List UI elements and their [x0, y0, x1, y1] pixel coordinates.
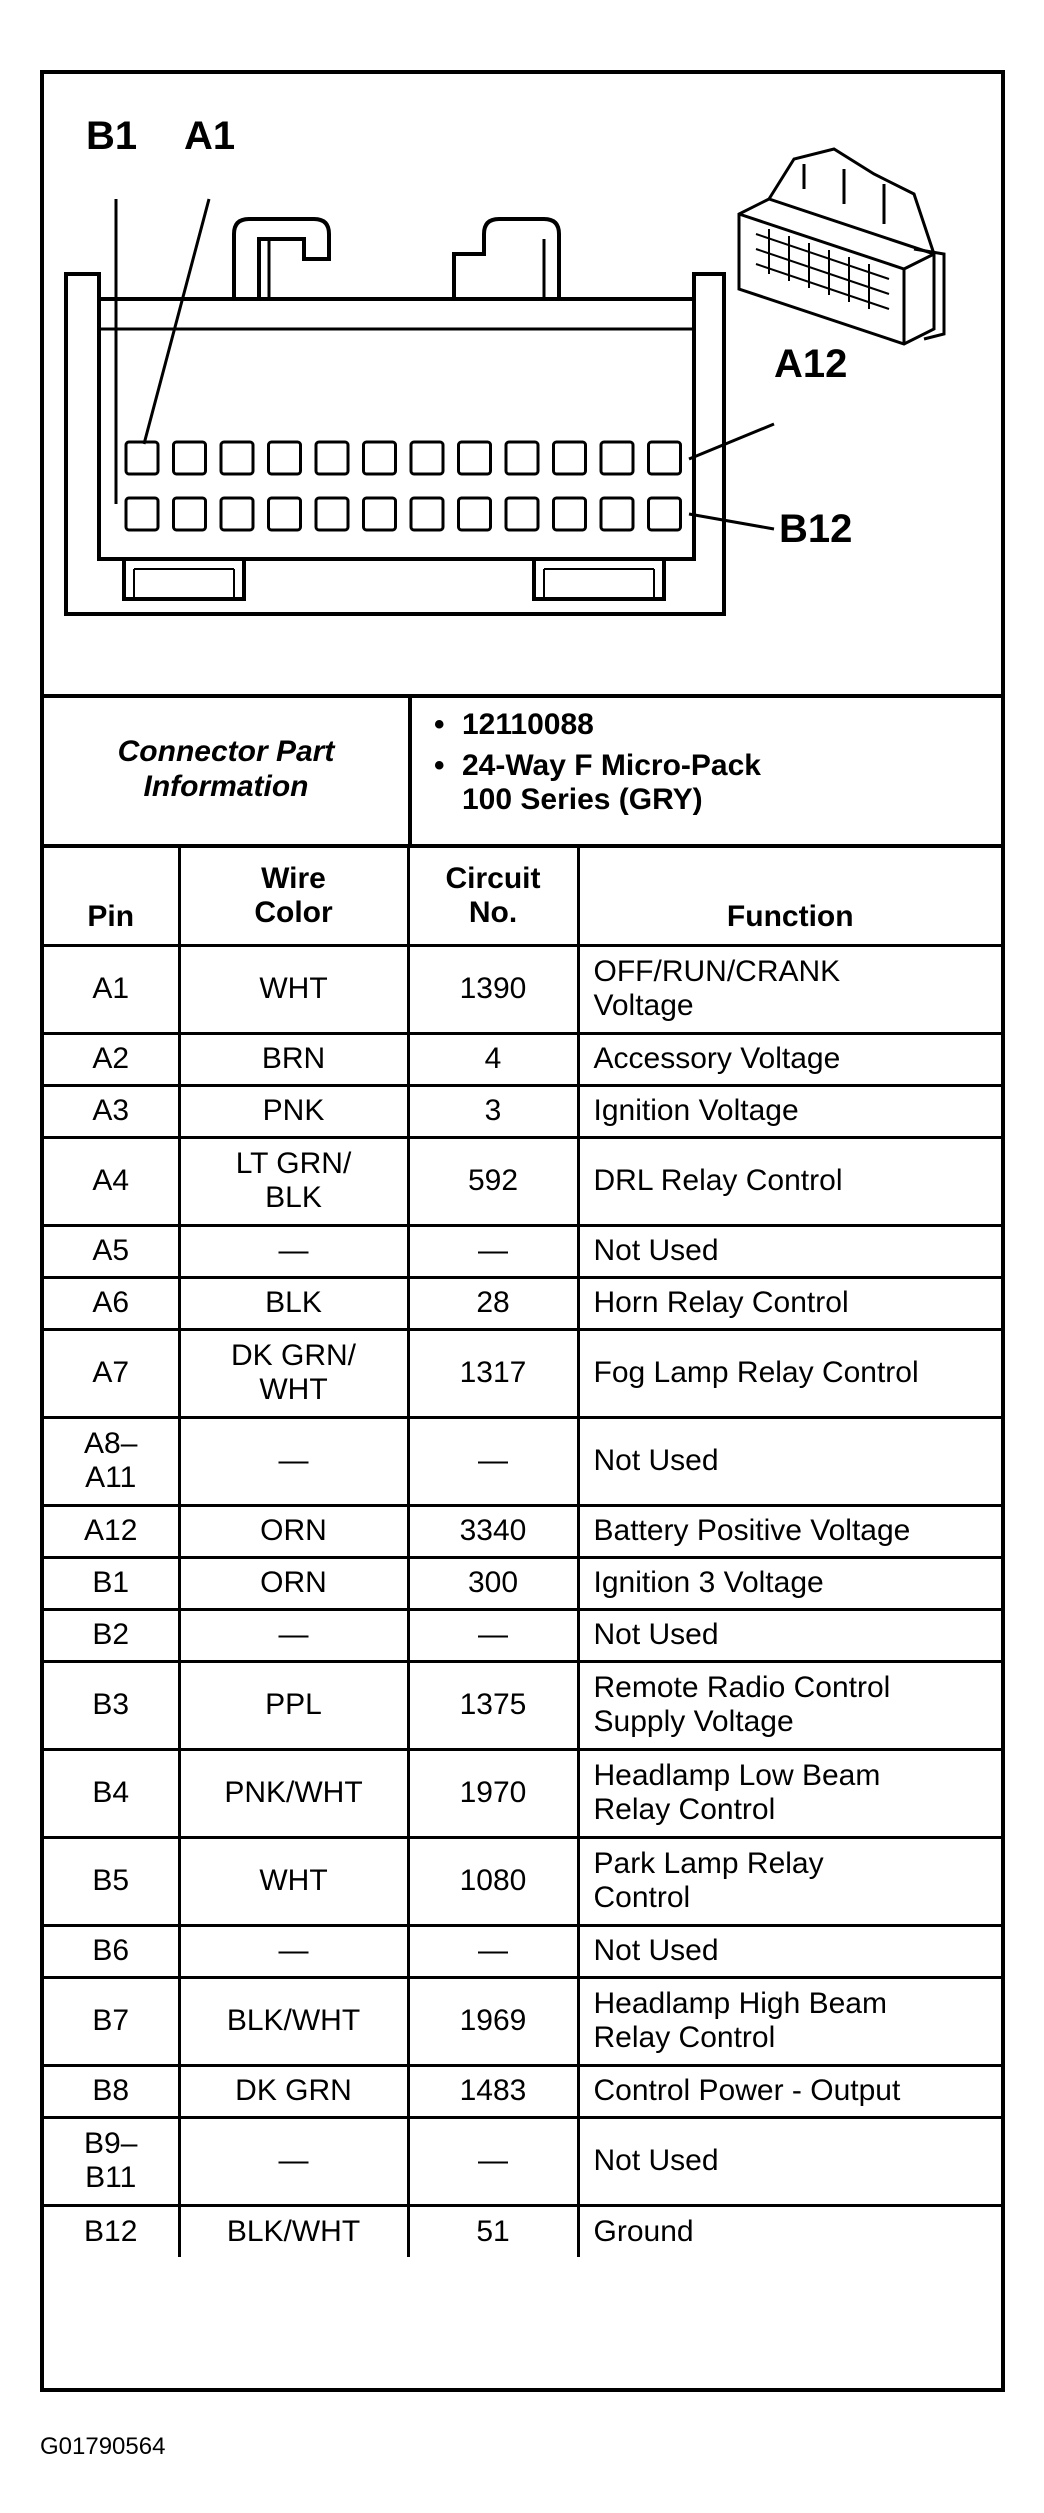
cell-function: Not Used — [578, 1609, 1001, 1661]
cell-function: Headlamp Low Beam Relay Control — [578, 1749, 1001, 1837]
cavity-b2 — [174, 498, 206, 530]
cell-circuit-no: 1317 — [408, 1329, 578, 1417]
header-pin: Pin — [44, 848, 179, 945]
connector-frame — [40, 70, 1005, 2392]
description-line2: 100 Series (GRY) — [462, 783, 703, 816]
table-header-row — [44, 848, 1001, 945]
cell-pin: B2 — [44, 1609, 179, 1661]
info-label-line2: Information — [143, 770, 309, 803]
key-left — [124, 559, 244, 599]
connector-diagram — [44, 74, 1001, 698]
table-row — [44, 1033, 1001, 1085]
cell-circuit-no: 300 — [408, 1557, 578, 1609]
cell-wire-color: WHT — [179, 1837, 408, 1925]
cell-pin: A2 — [44, 1033, 179, 1085]
cell-function: Remote Radio Control Supply Voltage — [578, 1661, 1001, 1749]
cell-pin: B12 — [44, 2205, 179, 2257]
cell-circuit-no: 3340 — [408, 1505, 578, 1557]
cell-wire-color: — — [179, 1609, 408, 1661]
cell-pin: A8– A11 — [44, 1417, 179, 1505]
cell-function: Accessory Voltage — [578, 1033, 1001, 1085]
cavity-b11 — [601, 498, 633, 530]
cavity-a4 — [269, 442, 301, 474]
cavity-b12 — [649, 498, 681, 530]
cell-circuit-no: 1970 — [408, 1749, 578, 1837]
cell-circuit-no: — — [408, 1225, 578, 1277]
cell-function: Control Power - Output — [578, 2065, 1001, 2117]
description-line1: 24-Way F Micro-Pack — [462, 748, 761, 782]
cell-pin: B6 — [44, 1925, 179, 1977]
cell-pin: A6 — [44, 1277, 179, 1329]
connector-part-info-values — [412, 694, 997, 844]
table-row — [44, 1925, 1001, 1977]
cavity-a9 — [506, 442, 538, 474]
cell-wire-color: — — [179, 1925, 408, 1977]
cell-wire-color: DK GRN — [179, 2065, 408, 2117]
cavity-a7 — [411, 442, 443, 474]
cavity-a3 — [221, 442, 253, 474]
cavity-a12 — [649, 442, 681, 474]
cavity-a2 — [174, 442, 206, 474]
cell-circuit-no: 1969 — [408, 1977, 578, 2065]
cavity-b7 — [411, 498, 443, 530]
cavity-b3 — [221, 498, 253, 530]
table-row — [44, 1609, 1001, 1661]
cell-function: Ground — [578, 2205, 1001, 2257]
cell-wire-color: PNK — [179, 1085, 408, 1137]
cell-circuit-no: 3 — [408, 1085, 578, 1137]
cell-pin: B3 — [44, 1661, 179, 1749]
cell-circuit-no: 1390 — [408, 945, 578, 1033]
cavity-b6 — [364, 498, 396, 530]
cell-circuit-no: 4 — [408, 1033, 578, 1085]
cell-wire-color: — — [179, 1225, 408, 1277]
cell-pin: B1 — [44, 1557, 179, 1609]
cell-circuit-no: 51 — [408, 2205, 578, 2257]
table-row — [44, 2117, 1001, 2205]
table-row — [44, 1085, 1001, 1137]
cell-pin: B9– B11 — [44, 2117, 179, 2205]
pinout-table — [44, 848, 1001, 2257]
cell-pin: B4 — [44, 1749, 179, 1837]
cell-wire-color: BLK — [179, 1277, 408, 1329]
cell-pin: B5 — [44, 1837, 179, 1925]
cell-circuit-no: — — [408, 1925, 578, 1977]
table-row — [44, 1277, 1001, 1329]
cell-circuit-no: — — [408, 1609, 578, 1661]
cell-pin: A1 — [44, 945, 179, 1033]
connector-face-drawing — [44, 74, 1001, 694]
cell-function: Not Used — [578, 2117, 1001, 2205]
table-row — [44, 1557, 1001, 1609]
cell-function: OFF/RUN/CRANK Voltage — [578, 945, 1001, 1033]
table-row — [44, 945, 1001, 1033]
cell-function: Ignition 3 Voltage — [578, 1557, 1001, 1609]
connector-part-info-label — [44, 694, 412, 844]
cavity-a11 — [601, 442, 633, 474]
cell-pin: A3 — [44, 1085, 179, 1137]
cell-wire-color: LT GRN/ BLK — [179, 1137, 408, 1225]
cell-pin: A5 — [44, 1225, 179, 1277]
header-function: Function — [578, 848, 1001, 945]
cell-wire-color: WHT — [179, 945, 408, 1033]
label-a1: A1 — [184, 114, 236, 158]
cell-function: Horn Relay Control — [578, 1277, 1001, 1329]
cavity-b10 — [554, 498, 586, 530]
cell-circuit-no: — — [408, 1417, 578, 1505]
cell-function: Headlamp High Beam Relay Control — [578, 1977, 1001, 2065]
cell-wire-color: DK GRN/ WHT — [179, 1329, 408, 1417]
cell-pin: B8 — [44, 2065, 179, 2117]
cell-pin: A4 — [44, 1137, 179, 1225]
cavity-b1 — [126, 498, 158, 530]
table-row — [44, 2205, 1001, 2257]
table-row — [44, 1505, 1001, 1557]
table-row — [44, 2065, 1001, 2117]
cell-function: Ignition Voltage — [578, 1085, 1001, 1137]
info-label-line1: Connector Part — [117, 734, 335, 768]
cell-wire-color: BRN — [179, 1033, 408, 1085]
cell-function: Not Used — [578, 1925, 1001, 1977]
cell-wire-color: ORN — [179, 1505, 408, 1557]
cell-function: Fog Lamp Relay Control — [578, 1329, 1001, 1417]
table-row — [44, 1225, 1001, 1277]
label-b1: B1 — [86, 114, 138, 158]
table-row — [44, 1329, 1001, 1417]
cell-wire-color: BLK/WHT — [179, 1977, 408, 2065]
cell-circuit-no: 1375 — [408, 1661, 578, 1749]
cell-wire-color: ORN — [179, 1557, 408, 1609]
cavity-a5 — [316, 442, 348, 474]
cell-circuit-no: 1080 — [408, 1837, 578, 1925]
figure-id: G01790564 — [40, 2433, 166, 2460]
key-right — [534, 559, 664, 599]
cavity-a6 — [364, 442, 396, 474]
cell-function: Not Used — [578, 1417, 1001, 1505]
label-a12: A12 — [774, 342, 848, 386]
cavity-row-a — [126, 442, 681, 474]
cell-pin: A12 — [44, 1505, 179, 1557]
header-wire-color: Wire Color — [179, 848, 408, 945]
cell-circuit-no: 592 — [408, 1137, 578, 1225]
table-row — [44, 1837, 1001, 1925]
cavity-a8 — [459, 442, 491, 474]
table-row — [44, 1661, 1001, 1749]
connector-part-info — [44, 694, 1001, 848]
cavity-a10 — [554, 442, 586, 474]
cell-wire-color: PNK/WHT — [179, 1749, 408, 1837]
table-row — [44, 1417, 1001, 1505]
label-b12: B12 — [779, 507, 853, 551]
cell-wire-color: — — [179, 1417, 408, 1505]
table-row — [44, 1977, 1001, 2065]
cell-wire-color: — — [179, 2117, 408, 2205]
cell-function: DRL Relay Control — [578, 1137, 1001, 1225]
connector-isometric-drawing — [739, 149, 944, 344]
cell-wire-color: BLK/WHT — [179, 2205, 408, 2257]
cell-function: Park Lamp Relay Control — [578, 1837, 1001, 1925]
cavity-row-b — [126, 498, 681, 530]
cell-pin: B7 — [44, 1977, 179, 2065]
cell-function: Battery Positive Voltage — [578, 1505, 1001, 1557]
cell-circuit-no: 28 — [408, 1277, 578, 1329]
table-row — [44, 1749, 1001, 1837]
header-circuit-no: Circuit No. — [408, 848, 578, 945]
cavity-b4 — [269, 498, 301, 530]
cavity-b8 — [459, 498, 491, 530]
cell-circuit-no: 1483 — [408, 2065, 578, 2117]
cell-pin: A7 — [44, 1329, 179, 1417]
cavity-b9 — [506, 498, 538, 530]
table-row — [44, 1137, 1001, 1225]
part-number: • 12110088 — [462, 708, 997, 743]
connector-description — [462, 749, 997, 818]
cell-function: Not Used — [578, 1225, 1001, 1277]
cavity-b5 — [316, 498, 348, 530]
latch-left — [234, 219, 329, 299]
cell-wire-color: PPL — [179, 1661, 408, 1749]
cavity-a1 — [126, 442, 158, 474]
cell-circuit-no: — — [408, 2117, 578, 2205]
